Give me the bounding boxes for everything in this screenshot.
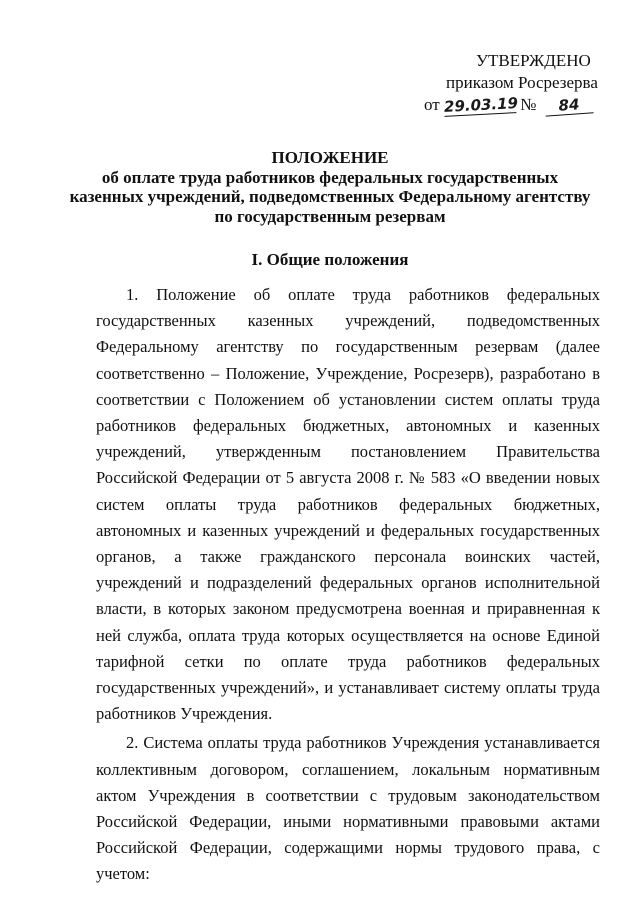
handwritten-date: 29.03.19 bbox=[443, 94, 519, 116]
approval-order: приказом Росрезерва bbox=[446, 73, 598, 92]
title-line-3: по государственным резервам bbox=[214, 206, 446, 226]
number-sign: № bbox=[520, 95, 537, 114]
approval-block bbox=[424, 50, 624, 116]
date-prefix: от bbox=[424, 95, 440, 114]
document-body bbox=[96, 282, 600, 888]
title-line-2: казенных учреждений, подведомственных Федеральному агентству bbox=[69, 187, 591, 206]
approval-date-line bbox=[424, 94, 624, 116]
title-line-1: об оплате труда работников федеральных государственных bbox=[101, 167, 559, 187]
title-heading: ПОЛОЖЕНИЕ bbox=[271, 148, 389, 167]
handwritten-number: 84 bbox=[544, 94, 593, 116]
document-title bbox=[60, 148, 600, 226]
section-title: I. Общие положения bbox=[251, 250, 409, 269]
paragraph-2: 2. Система оплаты труда работников Учреждения устанавливается коллективным договором, соглашением, локальным нормативным актом Учреждения в соответствии с трудовым законодательством Российской Федерации, иными нормативными правовыми актами Российской Федерации, содержащими нормы трудового права, с учетом: bbox=[96, 733, 600, 884]
paragraph-1: 1. Положение об оплате труда работников федеральных государственных казенных учреждений, подведомственных Федеральному агентству по государственным резервам (далее соответственно – Положение, Учреждение, Росрезерв), разработано в соответствии с Положением об установлении систем оплаты труда работников федеральных бюджетных, автономных и казенных учреждений, утвержденным постановлением Правительства Российской Федерации от 5 августа 2008 г. № 583 «О введении новых систем оплаты труда работников федеральных бюджетных, автономных и казенных учреждений и федеральных государственных органов, а также гражданского персонала воинских частей, учреждений и подразделений федеральных органов исполнительной власти, в которых законом предусмотрена военная и приравненная к ней служба, оплата труда которых осуществляется на основе Единой тарифной сетки по оплате труда работников федеральных государственных учреждений», и устанавливает систему оплаты труда работников Учреждения. bbox=[96, 285, 600, 724]
approval-label: УТВЕРЖДЕНО bbox=[476, 51, 591, 70]
